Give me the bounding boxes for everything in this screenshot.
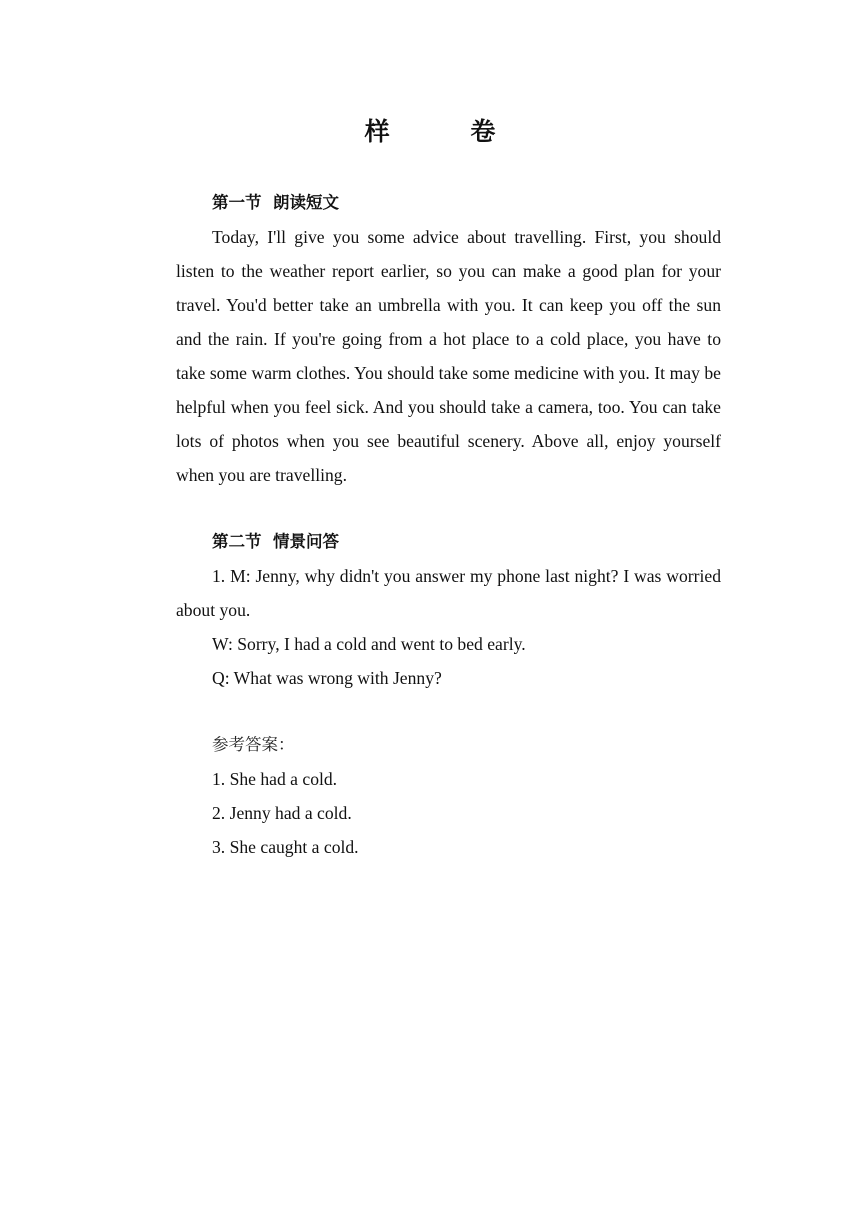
dialogue-line-w: W: Sorry, I had a cold and went to bed early. [212,634,526,654]
answer-item: 3. She caught a cold. [212,837,359,857]
section2-heading: 第二节 情景问答 [212,532,339,551]
page-title: 样 卷 [364,117,532,146]
section-gap [176,492,721,525]
answer-item: 2. Jenny had a cold. [212,803,352,823]
answer-item: 1. She had a cold. [212,769,338,789]
section1-heading: 第一节 朗读短文 [212,193,339,212]
answer-label: 参考答案： [212,735,295,754]
dialogue-line-m: 1. M: Jenny, why didn't you answer my phone last night? I was worried about you. [176,566,721,620]
section-gap [176,695,721,728]
exam-content [176,186,721,864]
reading-passage: Today, I'll give you some advice about travelling. First, you should listen to the weather report earlier, so you can make a good plan for your travel. You'd better take an umbrella with you. It can keep you off the sun and the rain. If you're going from a hot place to a cold place, you have to take some warm clothes. You should take some medicine with you. It may be helpful when you feel sick. And you should take a camera, too. You can take lots of photos when you see beautiful scenery. Above all, enjoy yourself when you are travelling. [176,227,721,485]
question-line: Q: What was wrong with Jenny? [212,668,442,688]
